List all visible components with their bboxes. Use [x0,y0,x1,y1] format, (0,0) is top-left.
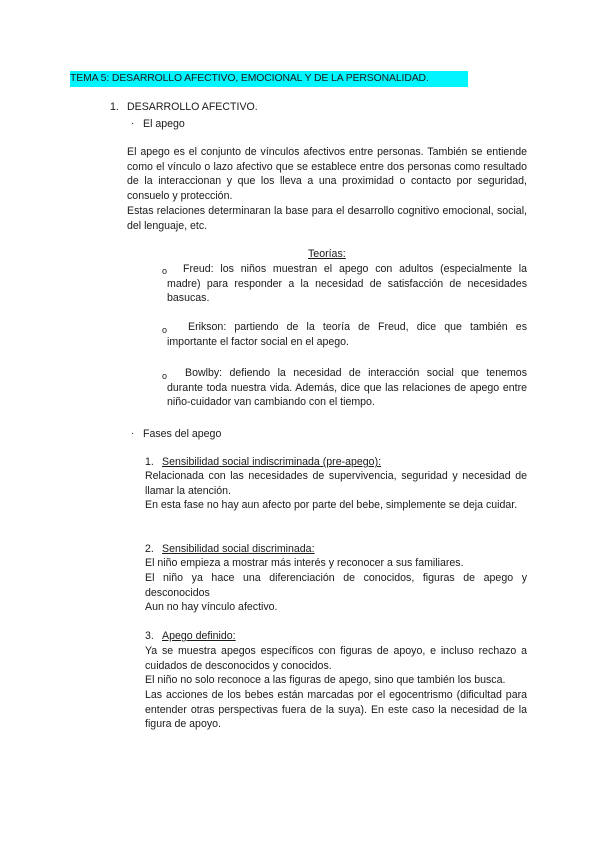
bullet-dot: · [131,428,135,439]
phase-paragraph: Aun no hay vínculo afectivo. [145,601,278,613]
section-number: 1. [110,101,119,113]
theories-heading: Teorías: [308,248,346,260]
phase-number: 1. [145,456,154,468]
phase-number: 2. [145,543,154,555]
bullet-circle-icon: o [162,371,168,381]
bullet-circle-icon: o [162,266,168,276]
document-title: TEMA 5: DESARROLLO AFECTIVO, EMOCIONAL Y DE LA PERSONALIDAD. [70,71,468,87]
theory-freud: Freud: los niños muestran el apego con adultos (especialmente la madre) para responder a la necesidad de satisfacción de necesidades basucas. [167,263,527,305]
phase-paragraph: El niño ya hace una diferenciación de conocidos, figuras de apego y desconocidos [145,572,527,599]
phase-paragraph: Relacionada con las necesidades de supervivencia, seguridad y necesidad de llamar la atención. [145,470,527,497]
theory-erikson: Erikson: partiendo de la teoría de Freud, dice que también es importante el factor social en el apego. [167,321,527,348]
section-heading: DESARROLLO AFECTIVO. [127,101,258,113]
subheading-fases: Fases del apego [143,428,222,440]
phase-title: Apego definido: [162,630,236,642]
bullet-circle-icon: o [162,325,168,335]
paragraph-apego-relations: Estas relaciones determinaran la base para el desarrollo cognitivo emocional, social, del lenguaje, etc. [127,205,527,232]
phase-title: Sensibilidad social discriminada: [162,543,315,555]
paragraph-apego-definition: El apego es el conjunto de vínculos afectivos entre personas. También se entiende como el vínculo o lazo afectivo que se establece entre dos personas como resultado de la interaccionan y que los lleva a una proximidad o contacto por seguridad, consuelo y protección. [127,146,527,202]
phase-paragraph: Las acciones de los bebes están marcadas por el egocentrismo (dificultad para entender otras perspectivas fuera de la suya). En este caso la necesidad de la figura de apoyo. [145,689,527,731]
phase-paragraph: En esta fase no hay aun afecto por parte del bebe, simplemente se deja cuidar. [145,499,518,511]
phase-title: Sensibilidad social indiscriminada (pre-apego): [162,456,382,468]
phase-paragraph: Ya se muestra apegos específicos con figuras de apoyo, e incluso rechazo a cuidados de desconocidos y conocidos. [145,645,527,672]
phase-paragraph: El niño empieza a mostrar más interés y reconocer a sus familiares. [145,557,464,569]
phase-number: 3. [145,630,154,642]
theory-bowlby: Bowlby: defiendo la necesidad de interacción social que tenemos durante toda nuestra vida. Además, dice que las relaciones de apego entre niño-cuidador van cambiando con el tiempo. [167,367,527,409]
bullet-dot: · [131,118,135,129]
phase-paragraph: El niño no solo reconoce a las figuras de apego, sino que también los busca. [145,674,506,686]
subheading-apego: El apego [143,118,185,130]
